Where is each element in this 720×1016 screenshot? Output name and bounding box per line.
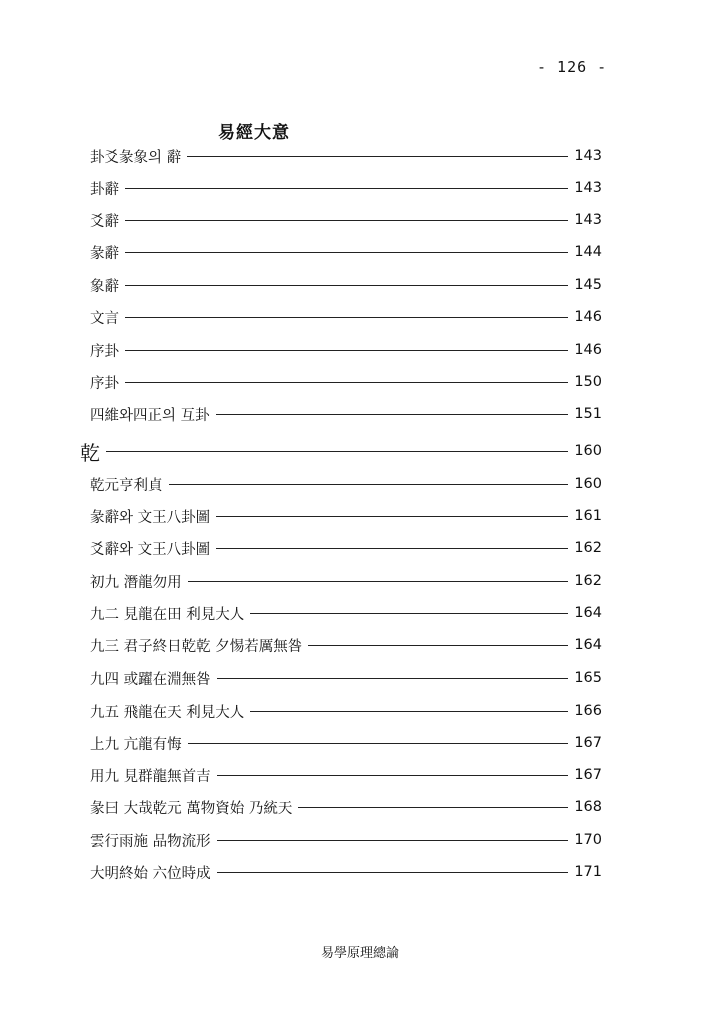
toc-entry-page: 166: [574, 703, 602, 719]
toc-entry-title: 用九 見群龍無首吉: [90, 768, 211, 785]
page-number: - 126 -: [537, 58, 608, 76]
toc-entry-title: 九二 見龍在田 利見大人: [90, 606, 245, 623]
toc-entry-page: 143: [574, 212, 602, 228]
toc-entry-page: 170: [574, 832, 602, 848]
toc-entry-page: 160: [574, 476, 602, 492]
toc-entry-page: 143: [574, 148, 602, 164]
toc-entry-title: 序卦: [90, 343, 119, 360]
toc-entry-title: 雲行雨施 品物流形: [90, 833, 211, 850]
toc-entry-title: 上九 亢龍有悔: [90, 736, 182, 753]
toc-entry[interactable]: [90, 796, 602, 818]
toc-entry-page: 150: [574, 374, 602, 390]
toc-chapter-title: 乾: [80, 440, 100, 465]
toc-entry[interactable]: [90, 764, 602, 786]
toc-entry-title: 九五 飛龍在天 利見大人: [90, 704, 245, 721]
toc-entry-title: 彖辭: [90, 245, 119, 262]
toc-entry[interactable]: [90, 861, 602, 883]
toc-entry-page: 146: [574, 309, 602, 325]
toc-entry[interactable]: [90, 602, 602, 624]
toc-entry-page: 162: [574, 540, 602, 556]
leader-line: [250, 613, 568, 614]
toc-entry-title: 爻辭: [90, 213, 119, 230]
leader-line: [125, 350, 568, 351]
toc-entry-title: 卦爻彖象의 辭: [90, 149, 182, 166]
toc-entry-title: 乾元亨利貞: [90, 477, 163, 494]
leader-line: [125, 220, 568, 221]
leader-line: [217, 678, 569, 679]
toc-entry-page: 164: [574, 637, 602, 653]
toc-entry-title: 彖辭와 文王八卦圖: [90, 509, 211, 526]
toc-entry-page: 168: [574, 799, 602, 815]
toc-entry-page: 167: [574, 735, 602, 751]
toc-entry-page: 145: [574, 277, 602, 293]
toc-chapter-entry[interactable]: [80, 440, 602, 465]
toc-entry-title: 序卦: [90, 375, 119, 392]
leader-line: [188, 743, 569, 744]
toc-entry-page: 165: [574, 670, 602, 686]
toc-entry[interactable]: [90, 732, 602, 754]
toc-entry-title: 彖曰 大哉乾元 萬物資始 乃統天: [90, 800, 293, 817]
toc-entry-page: 167: [574, 767, 602, 783]
leader-line: [217, 872, 569, 873]
leader-line: [187, 156, 568, 157]
toc-entry[interactable]: [90, 537, 602, 559]
leader-line: [106, 451, 568, 452]
toc-entry-title: 文言: [90, 310, 119, 327]
toc-entry[interactable]: [90, 209, 602, 231]
leader-line: [125, 252, 568, 253]
toc-entry[interactable]: [90, 505, 602, 527]
leader-line: [125, 317, 568, 318]
leader-line: [188, 581, 569, 582]
toc-entry-title: 卦辭: [90, 181, 119, 198]
toc-entry-page: 146: [574, 342, 602, 358]
toc-entry[interactable]: [90, 241, 602, 263]
leader-line: [308, 645, 568, 646]
toc-entry-page: 143: [574, 180, 602, 196]
page-footer: 易學原理總論: [320, 946, 399, 961]
toc-entry[interactable]: [90, 473, 602, 495]
toc-entry-title: 大明終始 六位時成: [90, 865, 211, 882]
toc-entry-title: 九四 或躍在淵無咎: [90, 671, 211, 688]
leader-line: [216, 548, 568, 549]
leader-line: [125, 285, 568, 286]
toc-entry[interactable]: [90, 177, 602, 199]
toc-entry-title: 四維와四正의 互卦: [90, 407, 210, 424]
leader-line: [216, 516, 568, 517]
leader-line: [217, 840, 569, 841]
toc-entry[interactable]: [90, 274, 602, 296]
toc-entry-title: 九三 君子終日乾乾 夕惕若厲無咎: [90, 638, 303, 655]
leader-line: [125, 188, 568, 189]
toc-entry-page: 161: [574, 508, 602, 524]
leader-line: [217, 775, 569, 776]
toc-entry-page: 144: [574, 244, 602, 260]
leader-line: [298, 807, 568, 808]
toc-entry[interactable]: [90, 634, 602, 656]
toc-entry[interactable]: [90, 829, 602, 851]
leader-line: [216, 414, 569, 415]
toc-entry[interactable]: [90, 570, 602, 592]
toc-entry-title: 初九 潛龍勿用: [90, 574, 182, 591]
toc-entry-page: 151: [574, 406, 602, 422]
toc-entry-page: 171: [574, 864, 602, 880]
leader-line: [169, 484, 569, 485]
toc-entry[interactable]: [90, 145, 602, 167]
toc-entry[interactable]: [90, 667, 602, 689]
toc-entry[interactable]: [90, 700, 602, 722]
leader-line: [125, 382, 568, 383]
toc-entry[interactable]: [90, 403, 602, 425]
leader-line: [250, 711, 568, 712]
section-heading: 易經大意: [218, 123, 290, 143]
toc-entry[interactable]: [90, 306, 602, 328]
toc-entry[interactable]: [90, 371, 602, 393]
toc-entry[interactable]: [90, 339, 602, 361]
toc-entry-page: 160: [574, 443, 602, 459]
toc-entry-title: 爻辭와 文王八卦圖: [90, 541, 211, 558]
toc-entry-page: 162: [574, 573, 602, 589]
toc-entry-title: 象辭: [90, 278, 119, 295]
toc-entry-page: 164: [574, 605, 602, 621]
